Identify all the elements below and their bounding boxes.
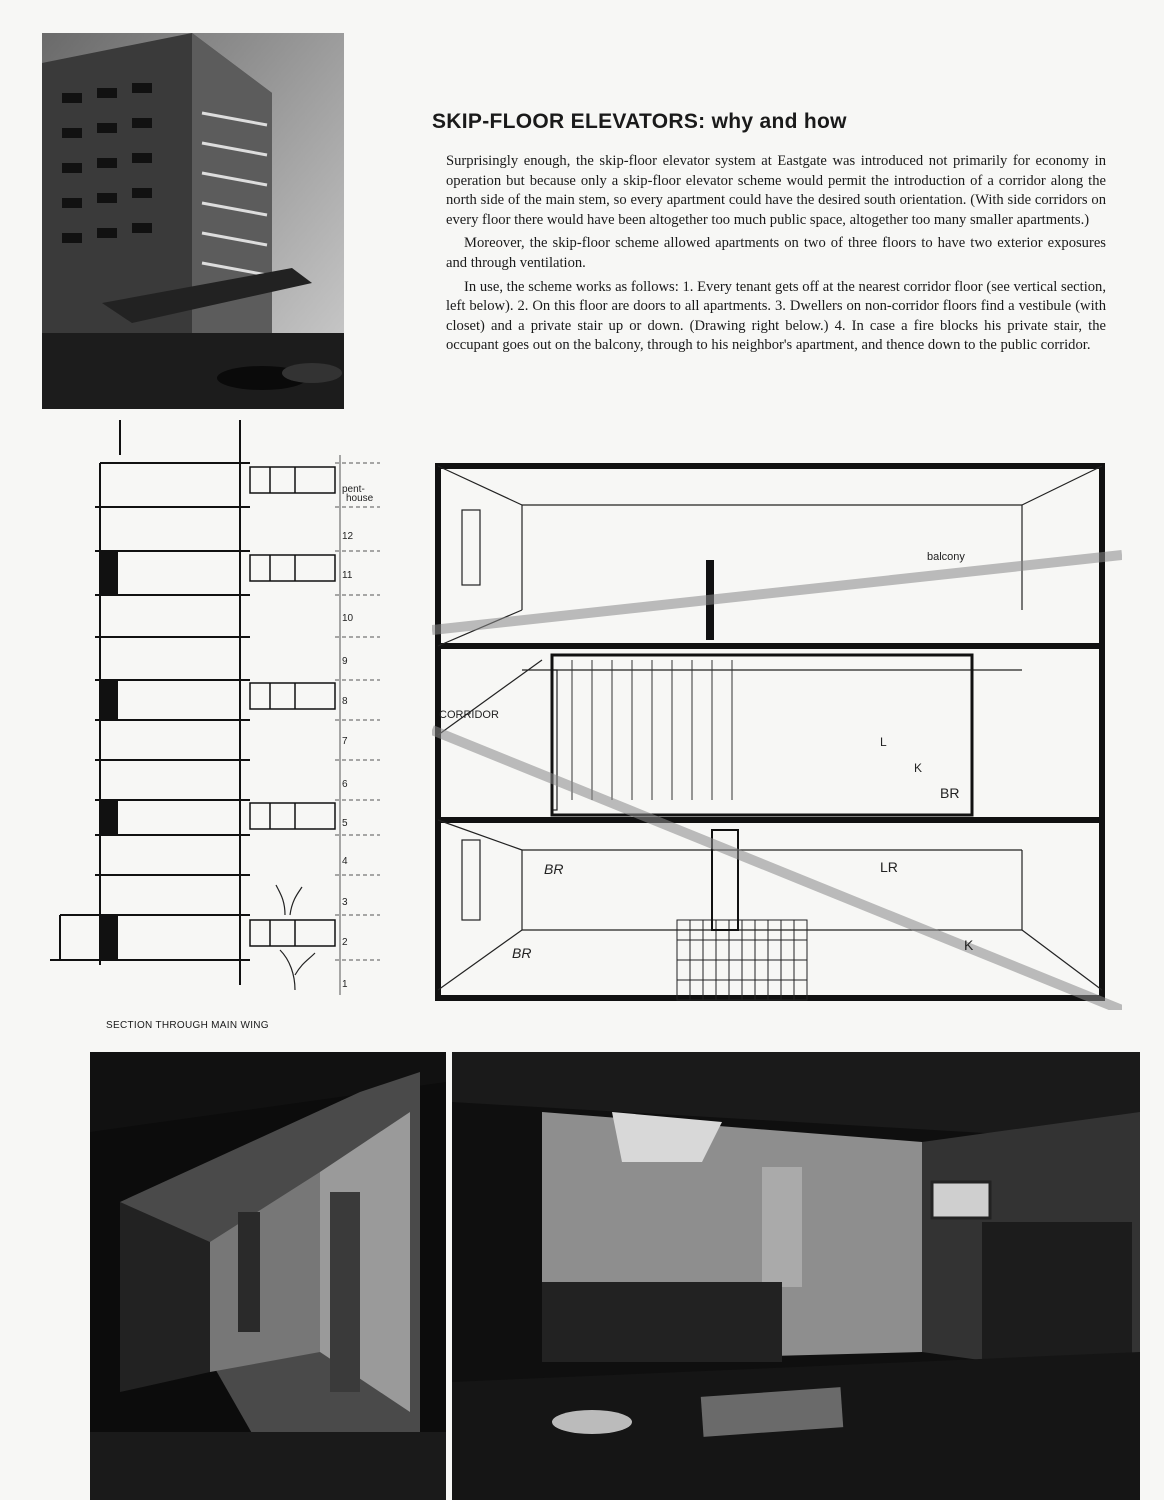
- penthouse-label-2: house: [346, 493, 374, 504]
- floor-label: 7: [342, 736, 348, 747]
- floor-label: 3: [342, 897, 348, 908]
- section-caption: SECTION THROUGH MAIN WING: [106, 1020, 269, 1031]
- floor-label: 4: [342, 856, 348, 867]
- paragraph-3: In use, the scheme works as follows: 1. Every tenant gets off at the nearest corridor floor (see vertical section, left below). 2. On this floor are doors to all apartments. 3. Dwellers on non-corridor floors find a vestibule (with closet) and a private stair up or down. (Drawing right below.) 4. In case a fire blocks his private stair, the occupant goes out on the balcony, through to his neighbor's apartment, and thence down to the public corridor.: [446, 278, 1106, 354]
- corridor-label: CORRIDOR: [439, 709, 499, 721]
- penthouse-label-1: pent-: [342, 484, 365, 495]
- building-exterior-photo: [42, 33, 344, 409]
- mid-br-label: BR: [940, 785, 960, 801]
- paragraph-1: Surprisingly enough, the skip-floor elevator system at Eastgate was introduced not primarily for economy in operation but because only a skip-floor elevator scheme would permit the introduction of a corridor along the north side of the main stem, so every apartment could have the desired south orientation. (With side corridors on every floor there would have been altogether too much public space, altogether too many smaller apartments.): [446, 153, 1106, 228]
- floor-label: 1: [342, 979, 348, 990]
- floor-label: 12: [342, 531, 354, 542]
- floor-label: 8: [342, 696, 348, 707]
- living-room-photo: [452, 1052, 1140, 1500]
- balcony-label: balcony: [927, 551, 965, 563]
- floor-label: 2: [342, 937, 348, 948]
- lower-k-label: K: [964, 937, 974, 953]
- floor-label: 6: [342, 779, 348, 790]
- floor-label: 5: [342, 818, 348, 829]
- corridor-interior-photo: [90, 1052, 446, 1500]
- article-title: SKIP-FLOOR ELEVATORS: why and how: [432, 110, 847, 133]
- section-drawing: [40, 415, 420, 1025]
- upper-k-label: K: [914, 761, 923, 775]
- upper-lr-label: L: [880, 735, 887, 749]
- isometric-drawing: [432, 460, 1122, 1010]
- floor-label: 10: [342, 613, 354, 624]
- lower-br-label-2: BR: [512, 945, 532, 961]
- paragraph-2: Moreover, the skip-floor scheme allowed apartments on two of three floors to have two exterior exposures and through ventilation.: [446, 235, 1106, 271]
- article-body: [446, 152, 1106, 360]
- lower-lr-label: LR: [880, 859, 898, 875]
- floor-label: 11: [342, 570, 353, 581]
- lower-br-label: BR: [544, 861, 564, 877]
- floor-label: 9: [342, 656, 348, 667]
